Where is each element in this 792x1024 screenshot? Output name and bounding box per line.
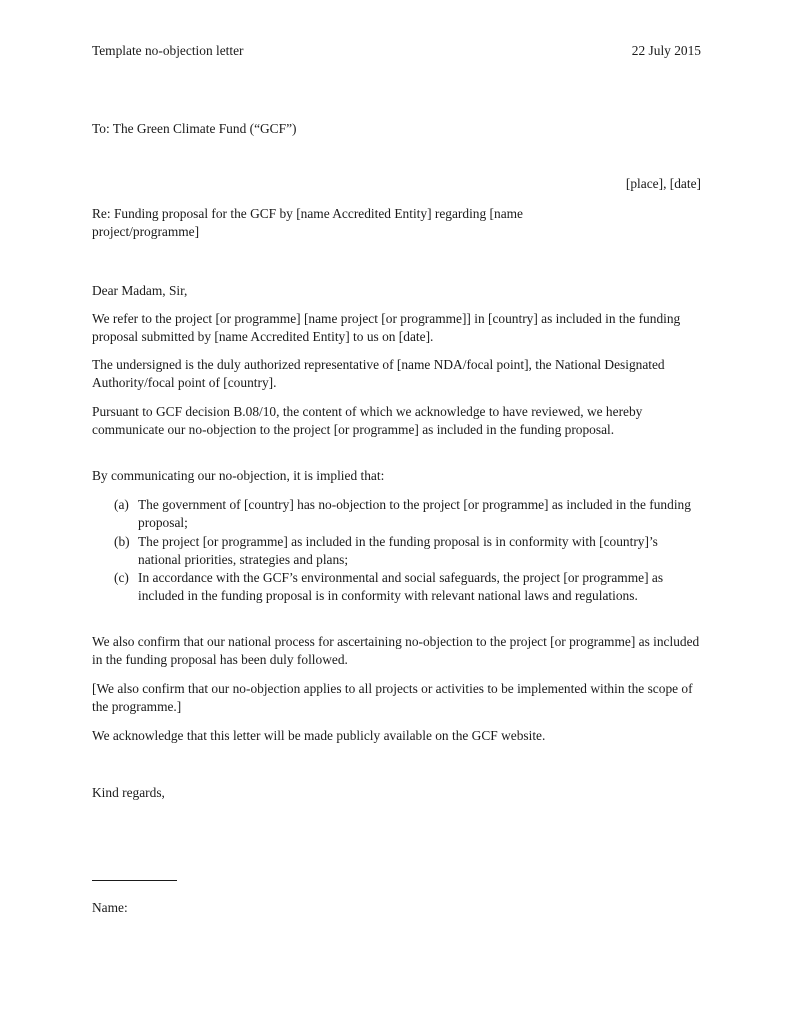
paragraph-publication: We acknowledge that this letter will be made publicly available on the GCF website.	[92, 728, 546, 743]
header-title: Template no-objection letter	[92, 43, 244, 58]
header-date: 22 July 2015	[631, 43, 701, 58]
signature-line	[92, 880, 177, 881]
subject-line: Re: Funding proposal for the GCF by [name Accredited Entity] regarding [name project/programme]	[92, 206, 523, 239]
list-item	[114, 533, 704, 568]
list-item-text: In accordance with the GCF’s environmental and social safeguards, the project [or programme] as included in the funding proposal is in conformity with relevant national laws and regulations.	[138, 570, 664, 603]
list-marker: (b)	[114, 534, 130, 549]
list-marker: (c)	[114, 570, 129, 585]
signature-name-label: Name:	[92, 900, 128, 915]
paragraph-national-process: We also confirm that our national process for ascertaining no-objection to the project [or programme] as included in the funding proposal has been duly followed.	[92, 634, 700, 667]
place-date: [place], [date]	[625, 176, 701, 191]
list-item	[114, 569, 704, 604]
list-marker: (a)	[114, 497, 129, 512]
list-item-text: The project [or programme] as included in the funding proposal is in conformity with [country]’s national priorities, strategies and plans;	[138, 534, 658, 567]
list-item-text: The government of [country] has no-objection to the project [or programme] as included in the funding proposal;	[138, 497, 691, 530]
list-item	[114, 496, 704, 531]
paragraph-programme-scope: [We also confirm that our no-objection applies to all projects or activities to be implemented within the scope of the programme.]	[92, 681, 693, 714]
paragraph-decision: Pursuant to GCF decision B.08/10, the content of which we acknowledge to have reviewed, we hereby communicate our no-objection to the project [or programme] as included in the funding proposal.	[92, 404, 643, 437]
sign-off: Kind regards,	[92, 785, 165, 800]
paragraph-implications-intro: By communicating our no-objection, it is implied that:	[92, 468, 385, 483]
addressee: To: The Green Climate Fund (“GCF”)	[92, 121, 297, 136]
paragraph-authorization: The undersigned is the duly authorized representative of [name NDA/focal point], the National Designated Authority/focal point of [country].	[92, 357, 665, 390]
salutation: Dear Madam, Sir,	[92, 283, 188, 298]
paragraph-project-reference: We refer to the project [or programme] [name project [or programme]] in [country] as included in the funding proposal submitted by [name Accredited Entity] to us on [date].	[92, 311, 681, 344]
